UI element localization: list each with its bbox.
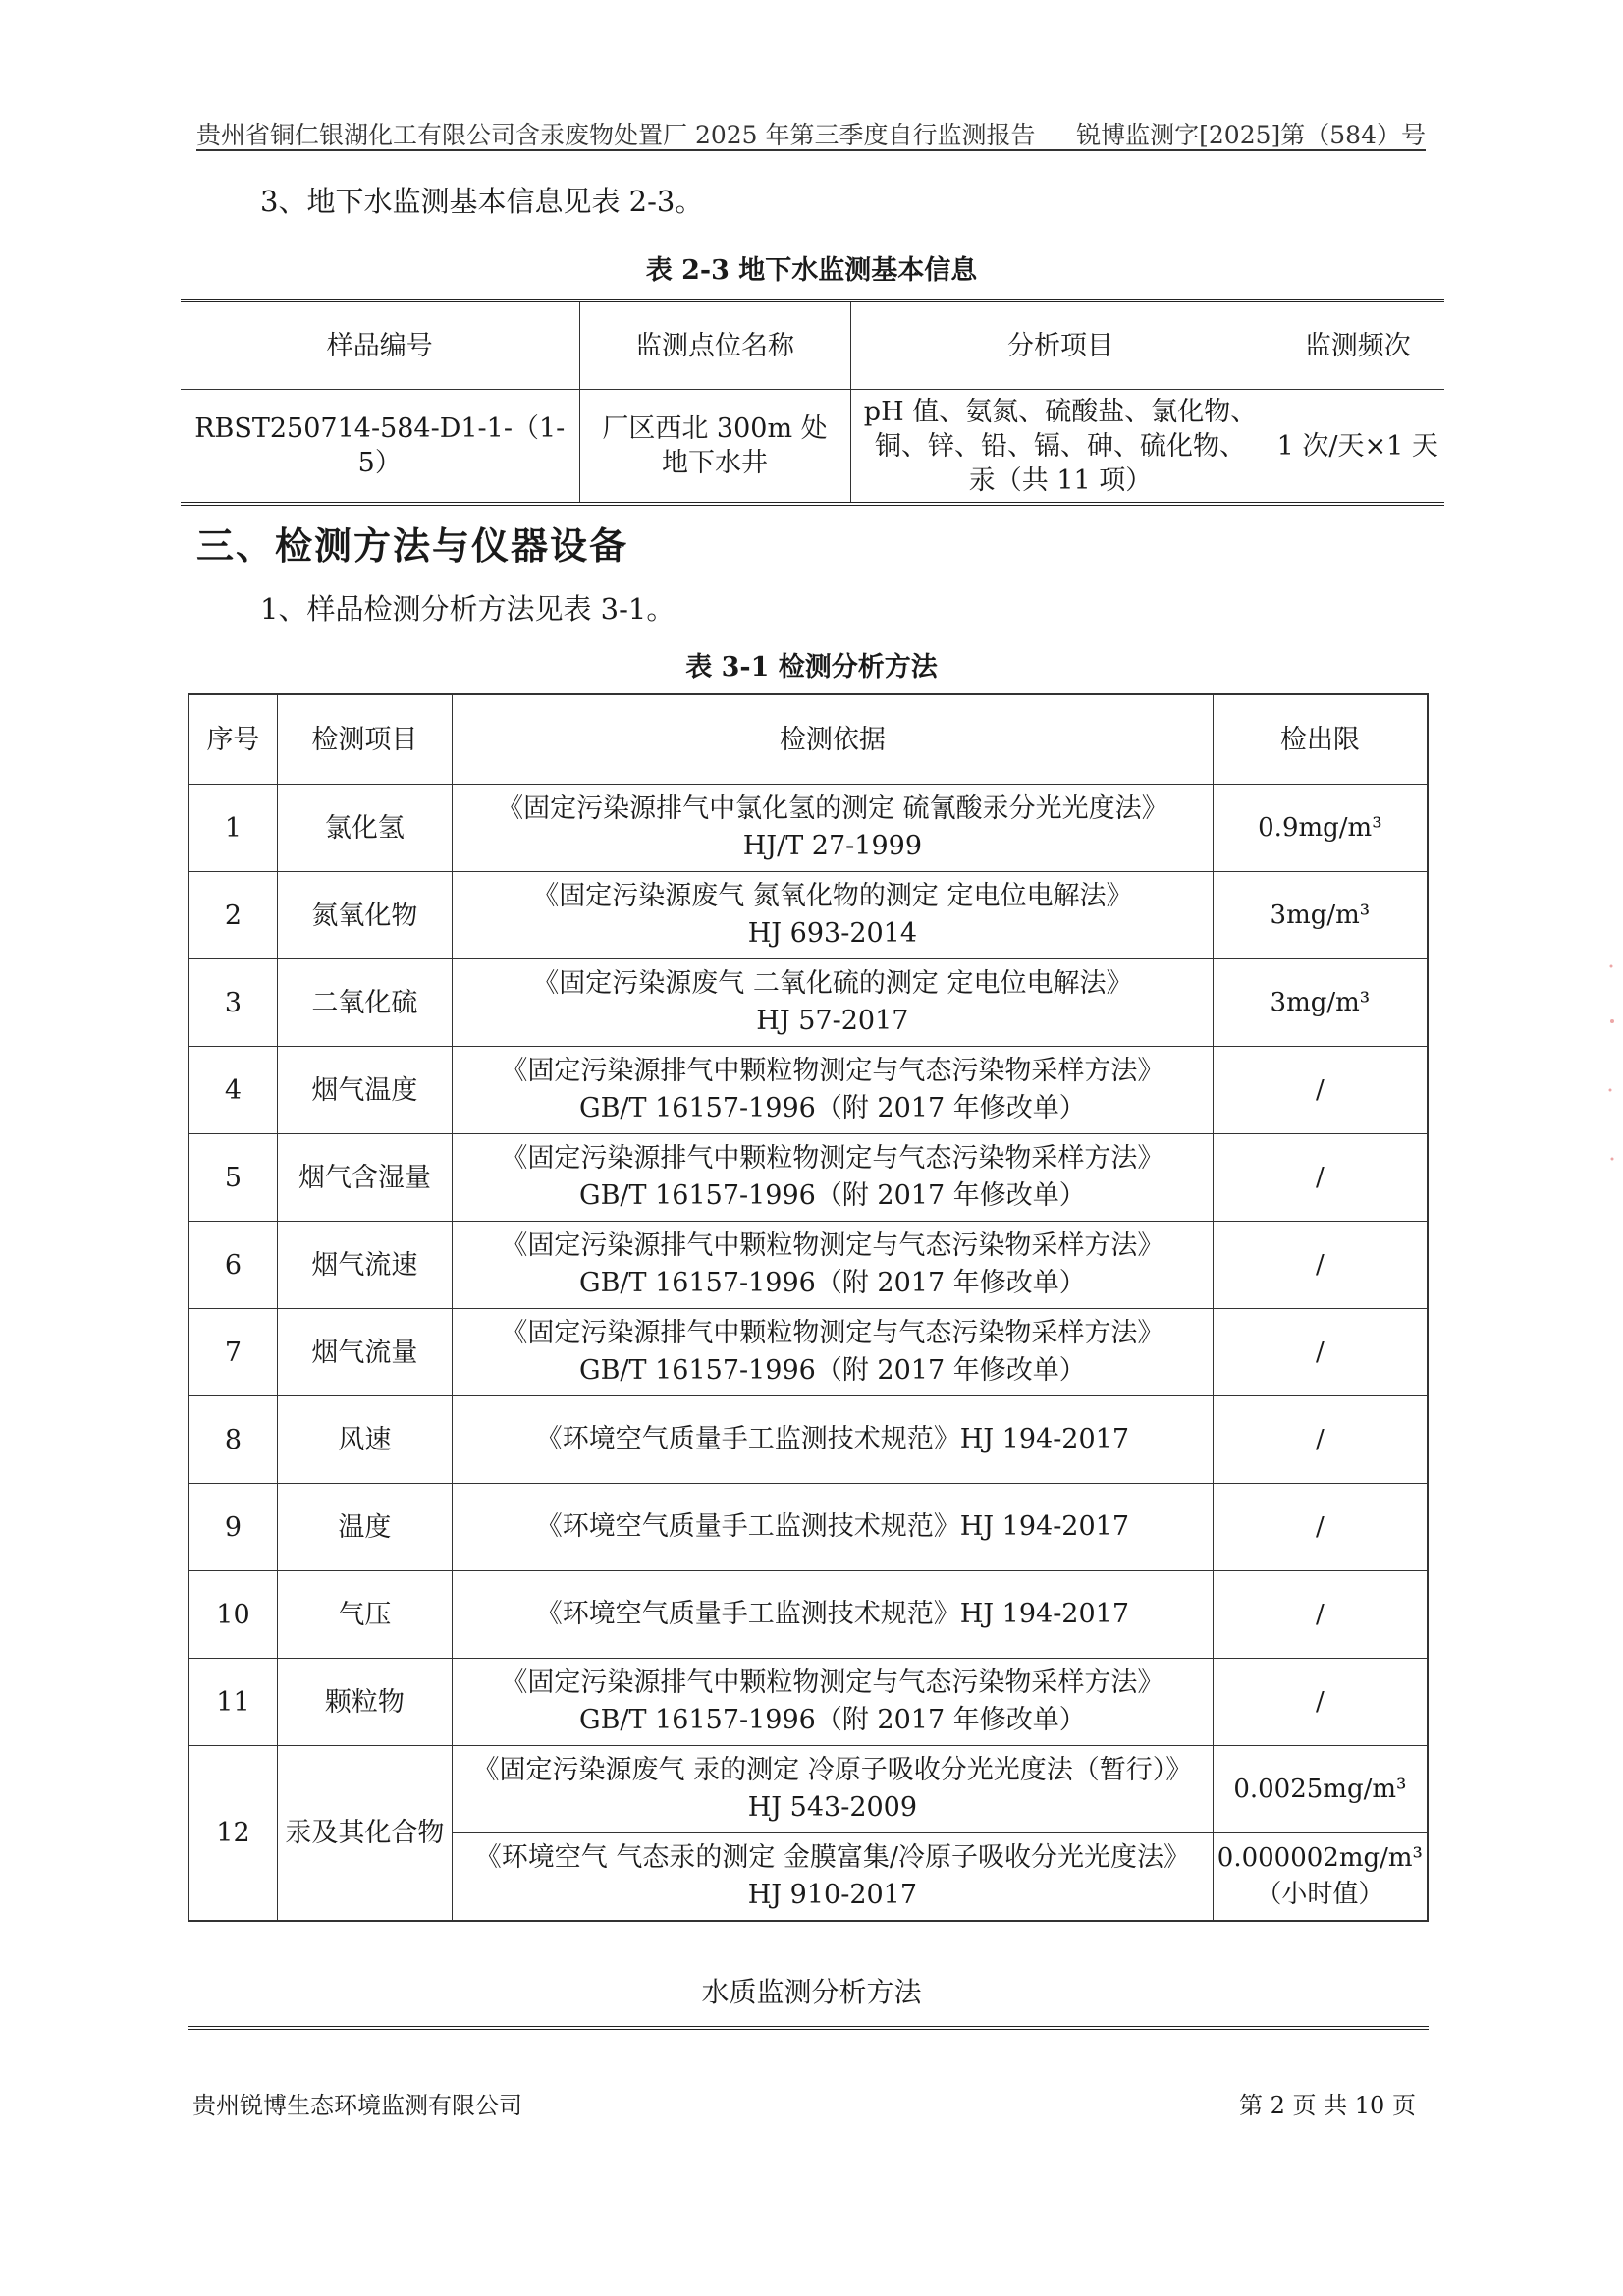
test-basis xyxy=(452,1309,1213,1396)
detection-limit: 0.9mg/m³ xyxy=(1213,785,1428,872)
detection-limit: / xyxy=(1213,1134,1428,1222)
test-item: 烟气温度 xyxy=(277,1047,452,1134)
test-item: 气压 xyxy=(277,1571,452,1659)
basis-title: 《环境空气 气态汞的测定 金膜富集/冷原子吸收分光光度法》 xyxy=(474,1842,1190,1873)
items-line: 铜、锌、铅、镉、砷、硫化物、 xyxy=(875,430,1246,462)
test-item: 汞及其化合物 xyxy=(277,1746,452,1922)
test-item: 风速 xyxy=(277,1396,452,1484)
table-row xyxy=(189,1746,1428,1833)
row-number: 6 xyxy=(189,1222,277,1309)
basis-standard: HJ/T 27-1999 xyxy=(742,831,922,861)
basis-title: 《固定污染源排气中氯化氢的测定 硫氰酸汞分光光度法》 xyxy=(497,793,1168,824)
detection-limit: / xyxy=(1213,1659,1428,1746)
table-row xyxy=(189,1396,1428,1484)
row-number: 4 xyxy=(189,1047,277,1134)
footer-page-number: 第 2 页 共 10 页 xyxy=(1239,2092,1416,2119)
test-basis xyxy=(452,1134,1213,1222)
test-item: 烟气含湿量 xyxy=(277,1134,452,1222)
detection-limit: 3mg/m³ xyxy=(1213,959,1428,1047)
test-basis: 《环境空气质量手工监测技术规范》HJ 194-2017 xyxy=(452,1571,1213,1659)
detection-limit: / xyxy=(1213,1396,1428,1484)
analysis-methods-table xyxy=(188,693,1429,1922)
row-number: 9 xyxy=(189,1484,277,1571)
groundwater-info-table xyxy=(181,299,1444,506)
limit-note: （小时值） xyxy=(1256,1880,1384,1909)
basis-title: 《固定污染源排气中颗粒物测定与气态污染物采样方法》 xyxy=(501,1230,1164,1261)
basis-standard: HJ 543-2009 xyxy=(747,1792,918,1823)
test-item: 烟气流速 xyxy=(277,1222,452,1309)
groundwater-intro: 3、地下水监测基本信息见表 2-3。 xyxy=(260,185,704,218)
header-location: 监测点位名称 xyxy=(579,301,850,390)
basis-title: 《固定污染源排气中颗粒物测定与气态污染物采样方法》 xyxy=(501,1056,1164,1086)
table-row xyxy=(189,872,1428,959)
header-frequency: 监测频次 xyxy=(1271,301,1444,390)
table-header-row xyxy=(189,694,1428,785)
items-line: pH 值、氨氮、硫酸盐、氯化物、 xyxy=(863,396,1258,427)
analysis-items-cell xyxy=(850,390,1271,505)
location-cell xyxy=(579,390,850,505)
row-number: 5 xyxy=(189,1134,277,1222)
table-row xyxy=(189,1222,1428,1309)
header-detection-limit: 检出限 xyxy=(1213,694,1428,785)
footer-company: 贵州锐博生态环境监测有限公司 xyxy=(192,2092,522,2119)
row-number: 12 xyxy=(189,1746,277,1922)
test-basis: 《环境空气质量手工监测技术规范》HJ 194-2017 xyxy=(452,1396,1213,1484)
basis-title: 《固定污染源废气 汞的测定 冷原子吸收分光光度法（暂行）》 xyxy=(472,1755,1193,1785)
table-row xyxy=(189,1659,1428,1746)
basis-title: 《固定污染源排气中颗粒物测定与气态污染物采样方法》 xyxy=(501,1143,1164,1174)
sample-id-cell: RBST250714-584-D1-1-（1-5） xyxy=(181,390,579,505)
row-number: 10 xyxy=(189,1571,277,1659)
test-item: 氮氧化物 xyxy=(277,872,452,959)
table-2-3-caption: 表 2-3 地下水监测基本信息 xyxy=(645,255,978,286)
test-item: 烟气流量 xyxy=(277,1309,452,1396)
table-row xyxy=(181,390,1444,505)
basis-standard: GB/T 16157-1996（附 2017 年修改单） xyxy=(579,1705,1086,1735)
table-row xyxy=(189,1047,1428,1134)
test-basis xyxy=(452,1746,1213,1833)
water-methods-caption: 水质监测分析方法 xyxy=(701,1976,922,2008)
header-number: 序号 xyxy=(189,694,277,785)
items-line: 汞（共 11 项） xyxy=(968,465,1153,496)
table-row xyxy=(189,1309,1428,1396)
test-basis xyxy=(452,872,1213,959)
detection-limit: 0.0025mg/m³ xyxy=(1213,1746,1428,1833)
row-number: 2 xyxy=(189,872,277,959)
detection-limit xyxy=(1213,1833,1428,1922)
report-title: 贵州省铜仁银湖化工有限公司含汞废物处置厂 2025 年第三季度自行监测报告 xyxy=(196,121,1036,149)
detection-limit: / xyxy=(1213,1047,1428,1134)
location-line: 厂区西北 300m 处 xyxy=(602,413,828,444)
section-end-divider xyxy=(188,2026,1429,2030)
seal-edge-marks xyxy=(1606,962,1616,1218)
section-3-title: 三、检测方法与仪器设备 xyxy=(196,523,629,568)
basis-title: 《固定污染源废气 二氧化硫的测定 定电位电解法》 xyxy=(532,968,1133,999)
header-analysis-items: 分析项目 xyxy=(850,301,1271,390)
basis-standard: GB/T 16157-1996（附 2017 年修改单） xyxy=(579,1093,1086,1123)
table-row xyxy=(189,1484,1428,1571)
table-header-row xyxy=(181,301,1444,390)
frequency-cell: 1 次/天×1 天 xyxy=(1271,390,1444,505)
detection-limit: / xyxy=(1213,1571,1428,1659)
row-number: 8 xyxy=(189,1396,277,1484)
row-number: 3 xyxy=(189,959,277,1047)
basis-standard: GB/T 16157-1996（附 2017 年修改单） xyxy=(579,1268,1086,1298)
test-item: 二氧化硫 xyxy=(277,959,452,1047)
table-row xyxy=(189,1134,1428,1222)
table-row xyxy=(189,785,1428,872)
row-number: 1 xyxy=(189,785,277,872)
detection-limit: / xyxy=(1213,1309,1428,1396)
row-number: 11 xyxy=(189,1659,277,1746)
basis-title: 《固定污染源废气 氮氧化物的测定 定电位电解法》 xyxy=(532,881,1133,911)
test-item: 温度 xyxy=(277,1484,452,1571)
limit-value: 0.000002mg/m³ xyxy=(1217,1843,1423,1873)
test-basis xyxy=(452,1047,1213,1134)
table-row xyxy=(189,959,1428,1047)
test-basis xyxy=(452,959,1213,1047)
methods-intro: 1、样品检测分析方法见表 3-1。 xyxy=(260,592,676,626)
report-number: 锐博监测字[2025]第（584）号 xyxy=(1076,121,1426,149)
basis-standard: HJ 693-2014 xyxy=(747,918,918,949)
basis-standard: HJ 910-2017 xyxy=(747,1880,918,1910)
test-basis xyxy=(452,1659,1213,1746)
test-basis xyxy=(452,1833,1213,1922)
basis-title: 《固定污染源排气中颗粒物测定与气态污染物采样方法》 xyxy=(501,1318,1164,1348)
table-3-1-caption: 表 3-1 检测分析方法 xyxy=(685,652,938,683)
detection-limit: 3mg/m³ xyxy=(1213,872,1428,959)
row-number: 7 xyxy=(189,1309,277,1396)
header-test-basis: 检测依据 xyxy=(452,694,1213,785)
test-basis xyxy=(452,1222,1213,1309)
test-basis: 《环境空气质量手工监测技术规范》HJ 194-2017 xyxy=(452,1484,1213,1571)
table-row xyxy=(189,1571,1428,1659)
test-item: 颗粒物 xyxy=(277,1659,452,1746)
detection-limit: / xyxy=(1213,1222,1428,1309)
basis-standard: GB/T 16157-1996（附 2017 年修改单） xyxy=(579,1355,1086,1386)
test-basis xyxy=(452,785,1213,872)
header-sample-id: 样品编号 xyxy=(181,301,579,390)
basis-title: 《固定污染源排气中颗粒物测定与气态污染物采样方法》 xyxy=(501,1667,1164,1698)
detection-limit: / xyxy=(1213,1484,1428,1571)
location-line: 地下水井 xyxy=(662,448,768,478)
basis-standard: GB/T 16157-1996（附 2017 年修改单） xyxy=(579,1180,1086,1211)
test-item: 氯化氢 xyxy=(277,785,452,872)
basis-standard: HJ 57-2017 xyxy=(756,1006,909,1036)
header-divider xyxy=(196,149,1426,151)
header-test-item: 检测项目 xyxy=(277,694,452,785)
